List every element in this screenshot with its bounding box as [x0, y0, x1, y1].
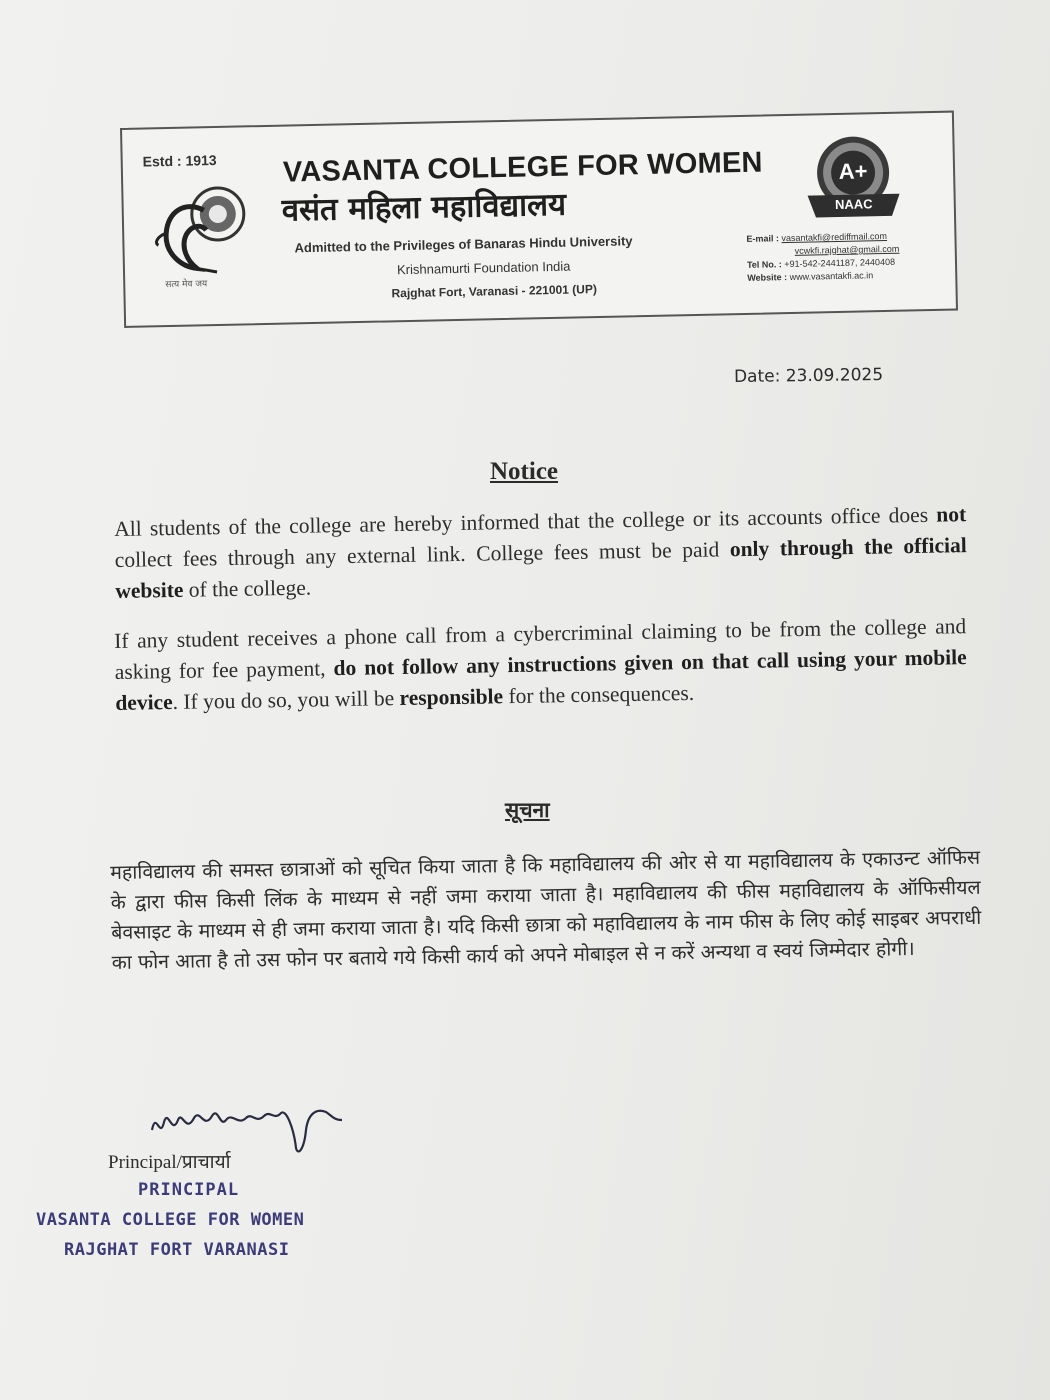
stamp-line-address: RAJGHAT FORT VARANASI — [64, 1240, 290, 1260]
college-name-english: VASANTA COLLEGE FOR WOMEN — [282, 146, 763, 189]
emphasized-text: do not follow any instructions given on that call using your mobile device — [115, 645, 967, 715]
notice-heading: Notice — [490, 458, 559, 485]
website-label: Website : — [747, 272, 788, 283]
email-label: E-mail : — [746, 233, 780, 244]
notice-date: Date: 23.09.2025 — [733, 364, 884, 388]
body-text: for the consequences. — [502, 680, 695, 709]
website-url: www.vasantakfi.ac.in — [789, 270, 874, 283]
suchna-heading: सूचना — [505, 798, 550, 822]
emphasized-text: responsible — [399, 684, 504, 711]
address-line: Rajghat Fort, Varanasi - 221001 (UP) — [391, 282, 598, 301]
body-text: of the college. — [183, 575, 312, 602]
notice-paragraph-1 — [114, 499, 967, 607]
peacock-logo-icon — [145, 179, 257, 291]
letterhead — [120, 111, 958, 328]
stamp-line-principal: PRINCIPAL — [138, 1180, 240, 1200]
body-text: collect fees through any external link. College fees must be paid — [114, 537, 731, 572]
tel-label: Tel No. : — [746, 259, 782, 270]
naac-label: NAAC — [834, 196, 873, 213]
emphasized-text: only through the official website — [115, 533, 967, 603]
affiliation-line: Admitted to the Privileges of Banaras Hindu University — [294, 233, 633, 256]
college-name-hindi: वसंत महिला महाविद्यालय — [281, 186, 567, 229]
tel-number: +91-542-2441187, 2440408 — [784, 256, 896, 270]
email-link-2: vcwkfi.rajghat@gmail.com — [794, 243, 900, 256]
notice-paragraph-2 — [114, 611, 967, 719]
body-text: . If you do so, you will be — [172, 686, 400, 714]
established-year: Estd : 1913 — [142, 151, 217, 170]
naac-grade: A+ — [838, 158, 868, 184]
contact-block — [746, 230, 900, 285]
logo-motto: सत्य मेव जय — [165, 279, 208, 291]
body-text: If any student receives a phone call from a cybercriminal claiming to be from the college and asking for fee payment, — [114, 614, 967, 684]
email-link-1: vasantakfi@rediffmail.com — [781, 230, 888, 244]
body-text: All students of the college are hereby informed that the college or its accounts office does — [114, 502, 937, 541]
foundation-line: Krishnamurti Foundation India — [396, 258, 571, 278]
suchna-paragraph: महाविद्यालय की समस्त छात्राओं को सूचित किया जाता है कि महाविद्यालय की ओर से या महाविद्यालय के एकाउन्ट ऑफिस के द्वारा फीस किसी लिंक के माध्यम से नहीं जमा कराया जाता है। महाविद्यालय की फीस महाविद्यालय के ऑफिसीयल बेवसाइट के माध्यम से ही जमा कराया जाता है। यदि किसी छात्रा को महाविद्यालय के नाम फीस के लिए कोई साइबर अपराधी का फोन आता है तो उस फोन पर बताये गये किसी कार्य को अपने मोबाइल से न करें अन्यथा व स्वयं जिम्मेदार होगी। — [110, 845, 982, 974]
emphasized-text: not — [936, 502, 967, 527]
principal-label: Principal/प्राचार्या — [108, 1152, 231, 1173]
stamp-line-college: VASANTA COLLEGE FOR WOMEN — [36, 1210, 305, 1230]
naac-badge — [794, 131, 916, 233]
